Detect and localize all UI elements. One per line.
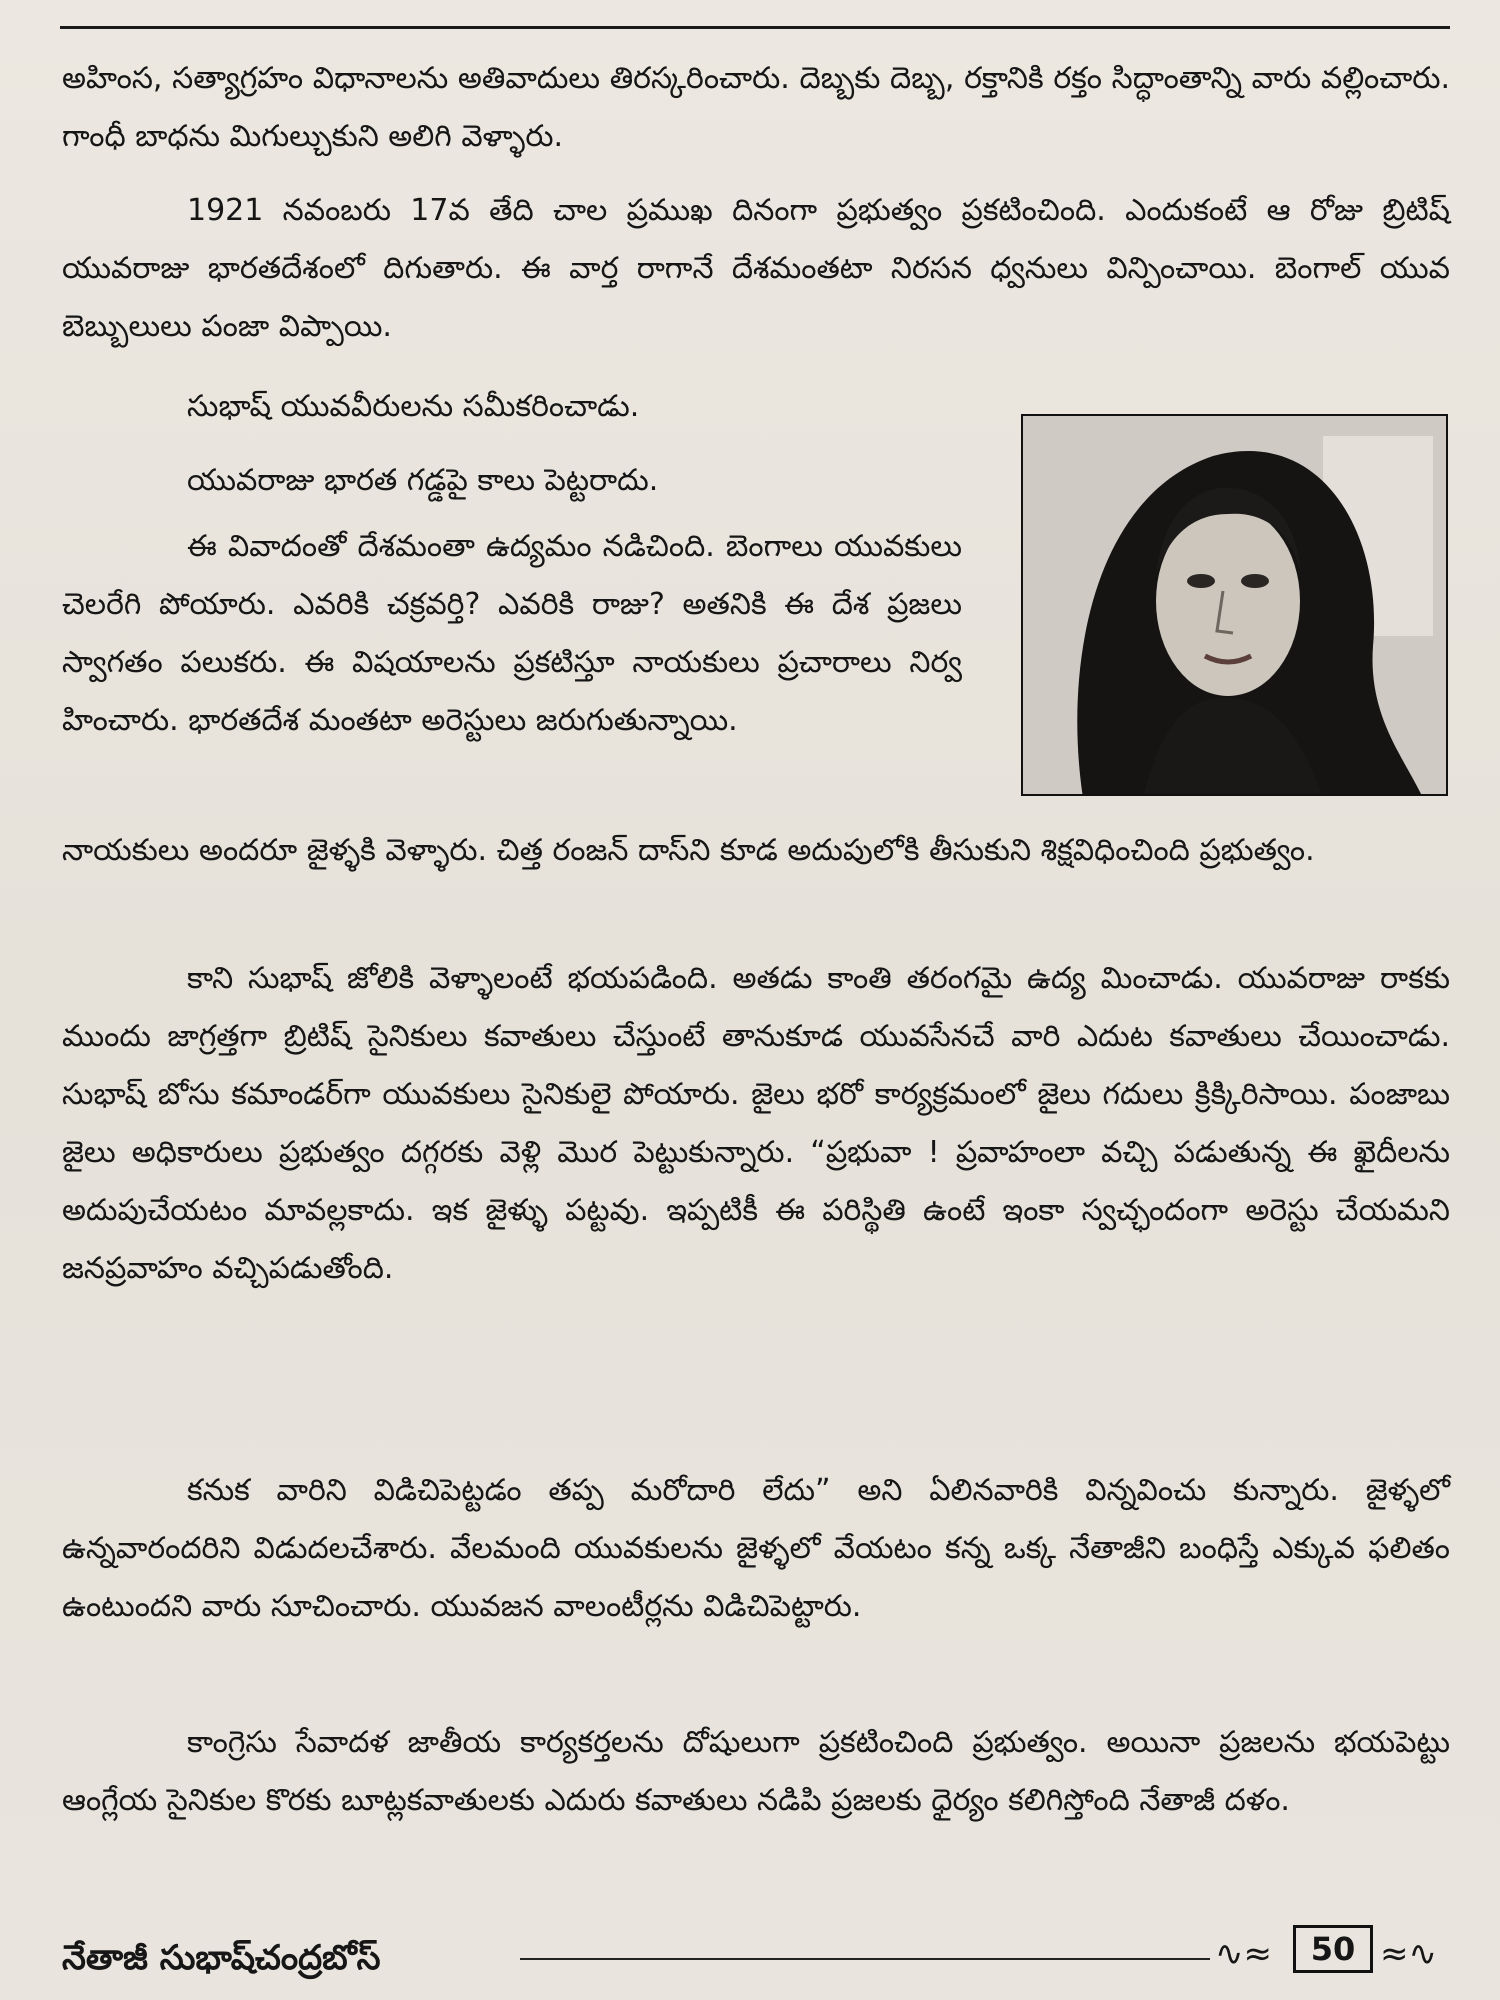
paragraph-2: 1921 నవంబరు 17వ తేది చాల ప్రముఖ దినంగా ప్రభుత్వం ప్రకటించింది. ఎందుకంటే ఆ రోజు బ్రిటిష్ యువరాజు భారతదేశంలో దిగుతారు. ఈ వార్త రాగానే దేశమంతటా నిరసన ధ్వనులు విన్పించాయి. బెంగాల్ యువ బెబ్బులులు పంజా విప్పాయి. [62,193,1450,344]
paragraph-4: యువరాజు భారత గడ్డపై కాలు పెట్టరాదు. [187,463,659,498]
right-swirl-ornament-icon: ≈∿ [1380,1934,1437,1974]
paragraph-7: కనుక వారిని విడిచిపెట్టడం తప్ప మరోదారి లేదు” అని ఏలినవారికి విన్నవించు కున్నారు. జైళ్ళలో ఉన్నవారందరిని విడుదలచేశారు. వేలమంది యువకులను జైళ్ళలో వేయటం కన్న ఒక్క నేతాజీని బంధిస్తే ఎక్కువ ఫలితం ఉంటుందని వారు సూచించారు. యువజన వాలంటీర్లను విడిచిపెట్టారు. [62,1473,1450,1624]
top-rule [60,26,1450,29]
portrait-photo [1021,414,1448,796]
portrait-figure-icon [1023,416,1448,796]
paragraph-5-continued: నాయకులు అందరూ జైళ్ళకి వెళ్ళారు. చిత్త రంజన్ దాస్‌ని కూడ అదుపులోకి తీసుకుని శిక్షవిధించింది ప్రభుత్వం. [62,833,1315,868]
paragraph-8: కాంగ్రెసు సేవాదళ జాతీయ కార్యకర్తలను దోషులుగా ప్రకటించింది ప్రభుత్వం. అయినా ప్రజలను భయపెట్టు ఆంగ్లేయ సైనికుల కొరకు బూట్లకవాతులకు ఎదురు కవాతులు నడిపి ప్రజలకు ధైర్యం కలిగిస్తోంది నేతాజీ దళం. [62,1725,1450,1818]
paragraph-3: సుభాష్ యువవీరులను సమీకరించాడు. [187,389,640,424]
paragraph-5-wrapped: ఈ వివాదంతో దేశమంతా ఉద్యమం నడిచింది. బెంగాలు యువకులు చెలరేగి పోయారు. ఎవరికి చక్రవర్తి? ఎవరికి రాజు? అతనికి ఈ దేశ ప్రజలు స్వాగతం పలుకరు. ఈ విషయాలను ప్రకటిస్తూ నాయకులు ప్రచారాలు నిర్వ హించారు. భారతదేశ మంతటా అరెస్టులు జరుగుతున్నాయి. [62,529,962,738]
page-number: 50 [1293,1925,1373,1973]
paragraph-1: అహింస, సత్యాగ్రహం విధానాలను అతివాదులు తిరస్కరించారు. దెబ్బకు దెబ్బ, రక్తానికి రక్తం సిద్ధాంతాన్ని వారు వల్లించారు. గాంధీ బాధను మిగుల్చుకుని అలిగి వెళ్ళారు. [62,61,1450,154]
footer-rule [520,1958,1210,1960]
left-swirl-ornament-icon: ∿≈ [1215,1934,1272,1974]
paragraph-6: కాని సుభాష్ జోలికి వెళ్ళాలంటే భయపడింది. అతడు కాంతి తరంగమై ఉద్య మించాడు. యువరాజు రాకకు ముందు జాగ్రత్తగా బ్రిటిష్ సైనికులు కవాతులు చేస్తుంటే తానుకూడ యువసేనచే వారి ఎదుట కవాతులు చేయించాడు. సుభాష్ బోసు కమాండర్‌గా యువకులు సైనికులై పోయారు. జైలు భరో కార్యక్రమంలో జైలు గదులు క్రిక్కిరిసాయి. పంజాబు జైలు అధికారులు ప్రభుత్వం దగ్గరకు వెళ్లి మొర పెట్టుకున్నారు. “ప్రభువా ! ప్రవాహంలా వచ్చి పడుతున్న ఈ ఖైదీలను అదుపుచేయటం మావల్లకాదు. ఇక జైళ్ళు పట్టవు. ఇప్పటికీ ఈ పరిస్థితి ఉంటే ఇంకా స్వచ్ఛందంగా అరెస్టు చేయమని జనప్రవాహం వచ్చిపడుతోంది. [62,961,1450,1286]
book-title: నేతాజీ సుభాష్‌చంద్రబోస్ [62,1938,381,1978]
